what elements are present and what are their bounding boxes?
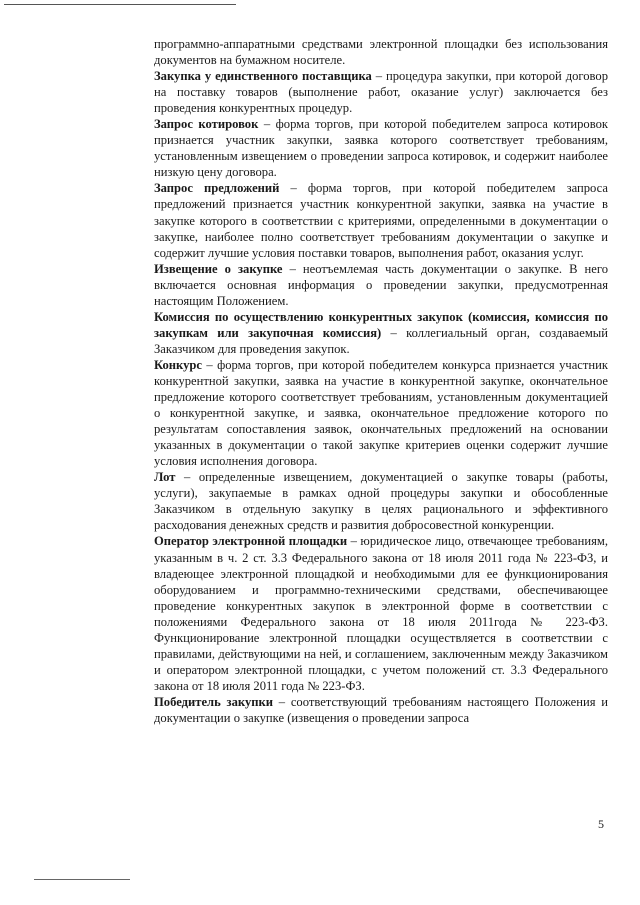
definition: – форма торгов, при которой победителем конкурса признается участник конкурентной закупки, заявка на участие в конкурентной закупке, окончательное предложение которого соответствует требованиям, установленным документацией о конкурентной закупке, и заявка, окончательное предложение которого по результатам сопоставления заявок, окончательных предложений на основании указанных в документации о такой закупке критериев оценки содержит лучшие условия исполнения договора. [154,357,608,469]
definition-commission [154,309,608,357]
definition-winner [154,694,608,726]
definition: программно-аппаратными средствами электронной площадки без использования документов на бумажном носителе. [154,37,608,68]
term: Лот [154,470,176,485]
term: Победитель закупки [154,694,274,709]
term: Запрос котировок [154,117,259,132]
definition: – определенные извещением, документацией о закупке товары (работы, услуги), закупаемые в рамках одной процедуры закупки и обособленные Заказчиком в отдельную закупку в целях рационального и эффективного расходования денежных средств и развития добросовестной конкуренции. [154,470,608,533]
definition: – форма торгов, при которой победителем запроса предложений признается участник конкурентной закупки, заявка на участие в закупке которого в соответствии с критериями, определенными в документации о закупке, наиболее полно соответствует требованиям документации о закупке и содержит лучшие условия поставки товаров, выполнения работ, оказания услуг. [154,181,608,260]
definition-request-quotes [154,116,608,180]
definition-lot [154,469,608,533]
term: Конкурс [154,357,203,372]
term: Комиссия по осуществлению конкурентных закупок (комиссия, комиссия по закупкам или закупочная комиссия) [154,309,608,340]
document-body [154,36,608,726]
term: Извещение о закупке [154,261,283,276]
definition-sole-supplier [154,68,608,116]
definition-platform-operator [154,533,608,693]
term: Оператор электронной площадки [154,534,348,549]
definition: – неотъемлемая часть документации о закупке. В него включается основная информация о проведении закупки, предусмотренная настоящим Положением. [154,261,609,308]
definition: – соответствующий требованиям настоящего Положения и документации о закупке (извещения о проведении запроса [154,694,608,725]
definition-request-proposals [154,180,608,260]
term: Закупка у единственного поставщика [154,69,372,84]
definition-procurement-notice [154,261,608,309]
paragraph-continuation [154,36,608,68]
page-number: 5 [598,817,604,831]
definition: – форма торгов, при которой победителем запроса котировок признается участник закупки, заявка которого соответствует требованиям, установленным извещением о проведении запроса котировок, и содержит наиболее низкую цену договора. [154,117,609,180]
term: Запрос предложений [154,181,280,196]
scan-edge-line [34,879,130,880]
definition-competition [154,357,608,469]
definition: – процедура закупки, при которой договор на поставку товаров (выполнение работ, оказание услуг) заключается без проведения конкурентных процедур. [154,69,609,116]
definition: – юридическое лицо, отвечающее требованиям, указанным в ч. 2 ст. 3.3 Федерального закона от 18 июля 2011 года № 223-ФЗ, и владеющее электронной площадкой и необходимыми для ее функционирования оборудованием и программно-техническими средствами, обеспечивающее проведение конкурентных закупок в электронной форме в соответствии с положениями Федерального закона от 18 июля 2011года № 223-ФЗ. Функционирование электронной площадки осуществляется в соответствии с правилами, действующими на ней, и соглашением, заключенным между Заказчиком и оператором электронной площадки, с учетом положений ст. 3.3 Федерального закона от 18 июля 2011 года № 223-ФЗ. [154,534,609,693]
definition: – коллегиальный орган, создаваемый Заказчиком для проведения закупок. [154,325,608,356]
scan-edge-line [4,4,236,5]
